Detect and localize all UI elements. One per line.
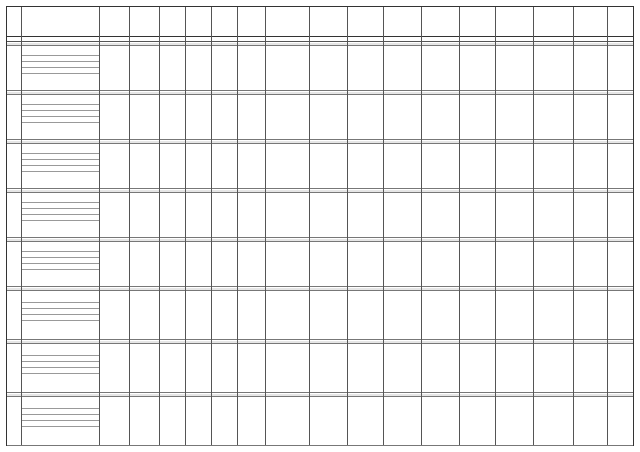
section-band [7, 288, 633, 291]
section-band [7, 239, 633, 242]
table-row [7, 194, 633, 238]
table-row [7, 47, 633, 91]
table-row [7, 292, 633, 340]
section-band [7, 43, 633, 46]
table-header [7, 7, 633, 37]
table-row [7, 96, 633, 140]
section-band [7, 190, 633, 193]
table-row [7, 398, 633, 446]
table-row [7, 345, 633, 393]
section-band [7, 141, 633, 144]
table-row [7, 243, 633, 287]
register-table [6, 6, 634, 446]
column-number-row [7, 37, 633, 42]
section-band [7, 341, 633, 344]
section-band [7, 394, 633, 397]
table-row [7, 145, 633, 189]
section-band [7, 92, 633, 95]
